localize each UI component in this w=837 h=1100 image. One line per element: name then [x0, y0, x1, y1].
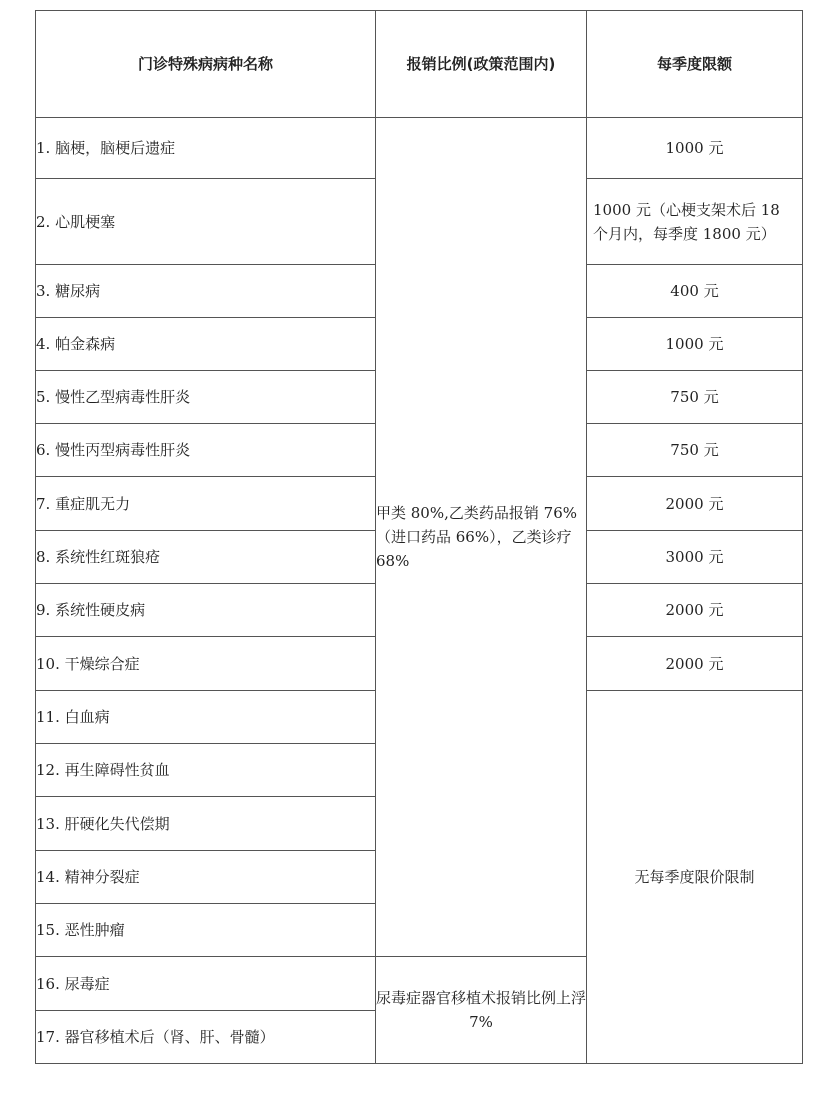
disease-name: 4. 帕金森病 [36, 318, 376, 371]
disease-name: 13. 肝硬化失代偿期 [36, 797, 376, 851]
header-disease-name: 门诊特殊病病种名称 [36, 11, 376, 118]
disease-name: 2. 心肌梗塞 [36, 179, 376, 265]
disease-name: 8. 系统性红斑狼疮 [36, 531, 376, 584]
disease-name: 11. 白血病 [36, 691, 376, 744]
quarterly-limit: 750 元 [587, 424, 803, 477]
header-reimbursement-ratio: 报销比例(政策范围内) [376, 11, 587, 118]
quarterly-limit: 1000 元 [587, 318, 803, 371]
reimbursement-table [35, 10, 803, 1064]
disease-name: 10. 干燥综合症 [36, 637, 376, 691]
disease-name: 6. 慢性丙型病毒性肝炎 [36, 424, 376, 477]
reimbursement-ratio-main: 甲类 80%,乙类药品报销 76%（进口药品 66%），乙类诊疗 68% [376, 118, 587, 957]
quarterly-limit: 1000 元（心梗支架术后 18 个月内，每季度 1800 元） [587, 179, 803, 265]
header-quarterly-limit: 每季度限额 [587, 11, 803, 118]
disease-name: 15. 恶性肿瘤 [36, 904, 376, 957]
quarterly-limit: 750 元 [587, 371, 803, 424]
table-row [36, 118, 803, 179]
disease-name: 3. 糖尿病 [36, 265, 376, 318]
quarterly-limit: 400 元 [587, 265, 803, 318]
disease-name: 1. 脑梗，脑梗后遗症 [36, 118, 376, 179]
quarterly-limit: 1000 元 [587, 118, 803, 179]
disease-name: 17. 器官移植术后（肾、肝、骨髓） [36, 1011, 376, 1064]
table-header-row [36, 11, 803, 118]
disease-name: 5. 慢性乙型病毒性肝炎 [36, 371, 376, 424]
quarterly-limit-none: 无每季度限价限制 [587, 691, 803, 1064]
quarterly-limit: 2000 元 [587, 584, 803, 637]
disease-name: 12. 再生障碍性贫血 [36, 744, 376, 797]
disease-name: 9. 系统性硬皮病 [36, 584, 376, 637]
quarterly-limit: 2000 元 [587, 637, 803, 691]
disease-name: 14. 精神分裂症 [36, 851, 376, 904]
disease-name: 7. 重症肌无力 [36, 477, 376, 531]
quarterly-limit: 2000 元 [587, 477, 803, 531]
disease-name: 16. 尿毒症 [36, 957, 376, 1011]
quarterly-limit: 3000 元 [587, 531, 803, 584]
reimbursement-ratio-uremia: 尿毒症器官移植术报销比例上浮 7% [376, 957, 587, 1064]
